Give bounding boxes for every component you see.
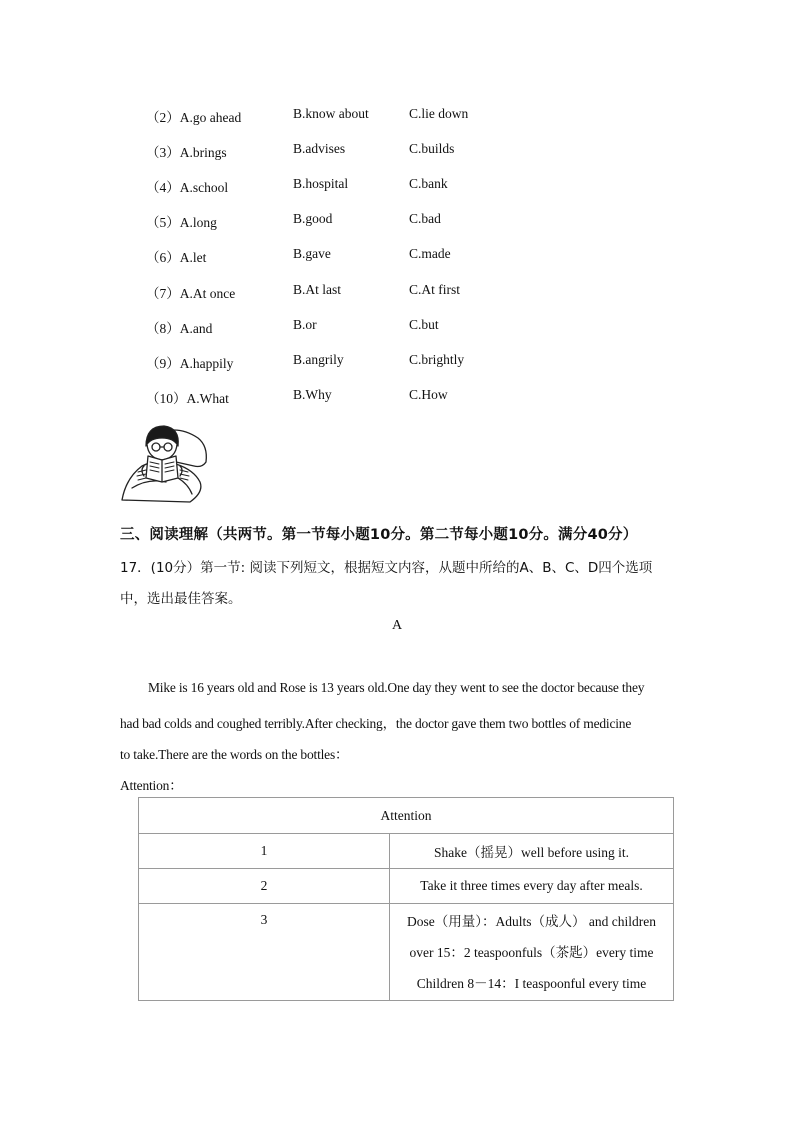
option-row bbox=[0, 141, 794, 161]
option-b: B.gave bbox=[293, 246, 331, 261]
passage-label: A bbox=[391, 618, 403, 633]
option-a bbox=[146, 176, 228, 196]
option-a bbox=[146, 352, 233, 372]
option-a bbox=[146, 317, 212, 337]
section-heading: 三、阅读理解（共两节。第一节每小题10分。第二节每小题10分。满分40分） bbox=[120, 527, 638, 543]
option-number: （10） bbox=[146, 391, 187, 406]
option-c: C.builds bbox=[409, 141, 455, 156]
option-b: B.or bbox=[293, 317, 317, 332]
option-a-text: A.long bbox=[179, 215, 217, 230]
table-header-row bbox=[139, 798, 674, 834]
row-text-cell: Shake（摇晃）well before using it. bbox=[390, 834, 674, 869]
option-c: C.bank bbox=[409, 176, 448, 191]
option-a-text: A.let bbox=[179, 250, 207, 265]
option-a bbox=[146, 246, 206, 266]
option-b: B.hospital bbox=[293, 176, 349, 191]
option-row bbox=[0, 282, 794, 302]
option-a bbox=[146, 387, 229, 407]
option-a-text: A.What bbox=[186, 391, 229, 406]
option-row bbox=[0, 176, 794, 196]
table-row bbox=[139, 904, 674, 1001]
option-a-text: A.and bbox=[179, 321, 213, 336]
passage-line-2: had bad colds and coughed terribly.After checking，the doctor gave them two bottles of medicine bbox=[120, 716, 632, 731]
row-number-cell: 1 bbox=[139, 834, 390, 869]
table-row bbox=[139, 834, 674, 869]
option-a-text: A.At once bbox=[179, 286, 236, 301]
option-row bbox=[0, 352, 794, 372]
option-c: C.bad bbox=[409, 211, 441, 226]
question-instruction-line-1: 17．(10分）第一节: 阅读下列短文，根据短文内容，从题中所给的A、B、C、D四个选项 bbox=[120, 560, 653, 576]
option-row bbox=[0, 211, 794, 231]
passage-line-4: Attention： bbox=[120, 778, 183, 793]
option-b: B.good bbox=[293, 211, 333, 226]
option-row bbox=[0, 246, 794, 266]
row-number-cell: 3 bbox=[139, 904, 390, 1001]
option-b: B.Why bbox=[293, 387, 332, 402]
option-a-text: A.go ahead bbox=[179, 110, 242, 125]
option-c: C.made bbox=[409, 246, 451, 261]
option-c: C.but bbox=[409, 317, 439, 332]
option-a bbox=[146, 141, 227, 161]
row-number-cell: 2 bbox=[139, 869, 390, 904]
option-a-text: A.school bbox=[179, 180, 229, 195]
option-a bbox=[146, 211, 217, 231]
option-c: C.How bbox=[409, 387, 448, 402]
option-number: （8） bbox=[146, 321, 180, 336]
option-b: B.know about bbox=[293, 106, 369, 121]
option-number: （3） bbox=[146, 145, 180, 160]
dose-line: Children 8－14：I teaspoonful every time bbox=[416, 975, 647, 991]
option-b: B.At last bbox=[293, 282, 342, 297]
option-a bbox=[146, 106, 241, 126]
table-row bbox=[139, 869, 674, 904]
option-number: （5） bbox=[146, 215, 180, 230]
passage-line-3: to take.There are the words on the bottles： bbox=[120, 747, 349, 762]
option-c: C.brightly bbox=[409, 352, 465, 367]
dose-line: Dose（用量）：Adults（成人） and children bbox=[407, 913, 656, 929]
table-header-cell: Attention bbox=[139, 798, 674, 834]
dose-line: over 15：2 teaspoonfuls（茶匙）every time bbox=[409, 944, 654, 960]
row-text-cell: Take it three times every day after meals. bbox=[390, 869, 674, 904]
option-number: （4） bbox=[146, 180, 180, 195]
option-number: （7） bbox=[146, 286, 180, 301]
option-b: B.angrily bbox=[293, 352, 344, 367]
passage-line-1: Mike is 16 years old and Rose is 13 years old.One day they went to see the doctor because they bbox=[148, 680, 645, 695]
option-b: B.advises bbox=[293, 141, 346, 156]
option-number: （2） bbox=[146, 110, 180, 125]
attention-table bbox=[138, 797, 674, 1001]
option-c: C.lie down bbox=[409, 106, 469, 121]
option-a-text: A.happily bbox=[179, 356, 234, 371]
option-c: C.At first bbox=[409, 282, 461, 297]
option-row bbox=[0, 106, 794, 126]
option-number: （9） bbox=[146, 356, 180, 371]
question-instruction-line-2: 中，选出最佳答案。 bbox=[120, 591, 242, 607]
option-a bbox=[146, 282, 235, 302]
option-number: （6） bbox=[146, 250, 180, 265]
boy-reading-in-bed-illustration bbox=[118, 422, 210, 504]
option-a-text: A.brings bbox=[179, 145, 227, 160]
dose-cell bbox=[390, 904, 674, 1001]
option-row bbox=[0, 317, 794, 337]
option-row bbox=[0, 387, 794, 407]
